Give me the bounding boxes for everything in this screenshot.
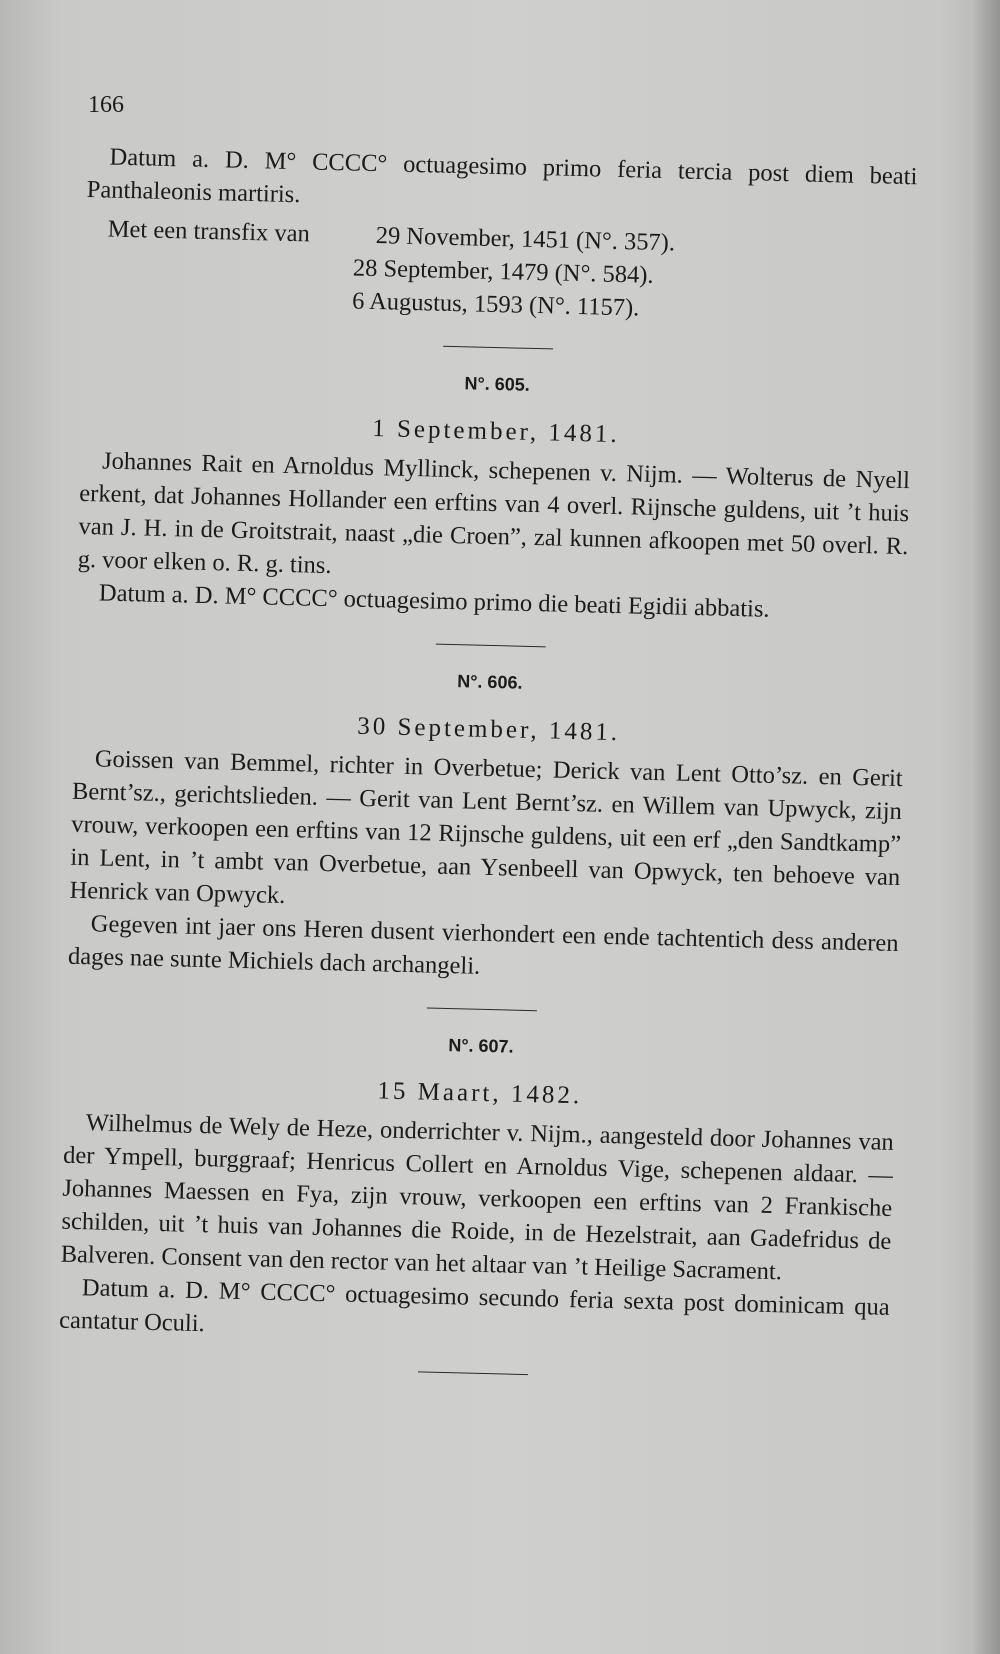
entry-summary: Wilhelmus de Wely de Heze, onderrichter v. Nijm., aangesteld door Johannes van der Ympell, burggraaf; Henricus Collert en Arnoldus Vige, schepenen aldaar. — Johannes Maessen en Fya, zijn vrouw, verkoopen een erftins van 2 Frankische schilden, uit ’t huis van Johannes die Roide, in de Hezelstrait, aan Gadefridus de Balveren. Consent van den rector van het altaar van ’t Heilige Sacrament. [60, 1109, 895, 1286]
entry-datum: Datum a. D. M° CCCC° octuagesimo primo die beati Egidii abbatis. [98, 579, 770, 623]
entry-607 [59, 1020, 896, 1357]
intro-block [84, 140, 918, 331]
entry-date: 1 September, 1481. [371, 415, 620, 449]
page-number: 166 [88, 92, 124, 118]
intro-datum: Datum a. D. M° CCCC° octuagesimo primo feria tercia post diem beati Panthaleonis martiris. [86, 143, 918, 209]
entry-number: N°. 605. [464, 373, 531, 395]
transfix-item: 6 Augustus, 1593 (N°. 1157). [351, 287, 640, 322]
entry-606 [68, 656, 905, 993]
entry-datum: Datum a. D. M° CCCC° octuagesimo secundo feria sexta post dominicam qua cantatur Oculi. [58, 1274, 891, 1338]
entry-date: 15 Maart, 1482. [377, 1077, 583, 1110]
transfix-item: 28 September, 1479 (N°. 584). [352, 254, 654, 289]
entry-summary: Johannes Rait en Arnoldus Myllinck, schepenen v. Nijm. — Wolterus de Nyell erkent, dat Johannes Hollander een erftins van 4 overl. Rijnsche guldens, uit ’t huis van J. H. in de Groitstrait, naast „die Croen”, zal kunnen afkoopen met 50 overl. R. g. voor elken o. R. g. tins. [77, 447, 911, 580]
entry-date: 30 September, 1481. [356, 712, 621, 747]
transfix-list [84, 212, 916, 331]
page-content [58, 140, 918, 1404]
section-divider [427, 1008, 537, 1012]
page-edge-shadow [972, 0, 1000, 1654]
section-divider [443, 346, 553, 350]
entry-summary: Goissen van Bemmel, richter in Overbetue; Derick van Lent Otto’sz. en Gerit Bernt’sz., gerichtslieden. — Gerit van Lent Bernt’sz. en Willem van Upwyck, zijn vrouw, verkoopen een erftins van 12 Rijnsche guldens, uit een erf „den Sandtkamp” in Lent, in ’t ambt van Overbetue, aan Ysenbeell van Opwyck, ten behoeve van Henrick van Opwyck. [69, 745, 903, 910]
entry-datum: Gegeven int jaer ons Heren dusent vierhondert een ende tachtentich dess anderen dages nae sunte Michiels dach archangeli. [67, 910, 899, 980]
section-divider [436, 644, 546, 648]
transfix-lead: Met een transfix van [107, 215, 311, 248]
entry-number: N°. 607. [448, 1035, 514, 1057]
entry-number: N°. 606. [457, 671, 523, 693]
section-divider [418, 1371, 528, 1375]
transfix-item: 29 November, 1451 (N°. 357). [375, 222, 676, 257]
entry-605 [77, 358, 913, 629]
